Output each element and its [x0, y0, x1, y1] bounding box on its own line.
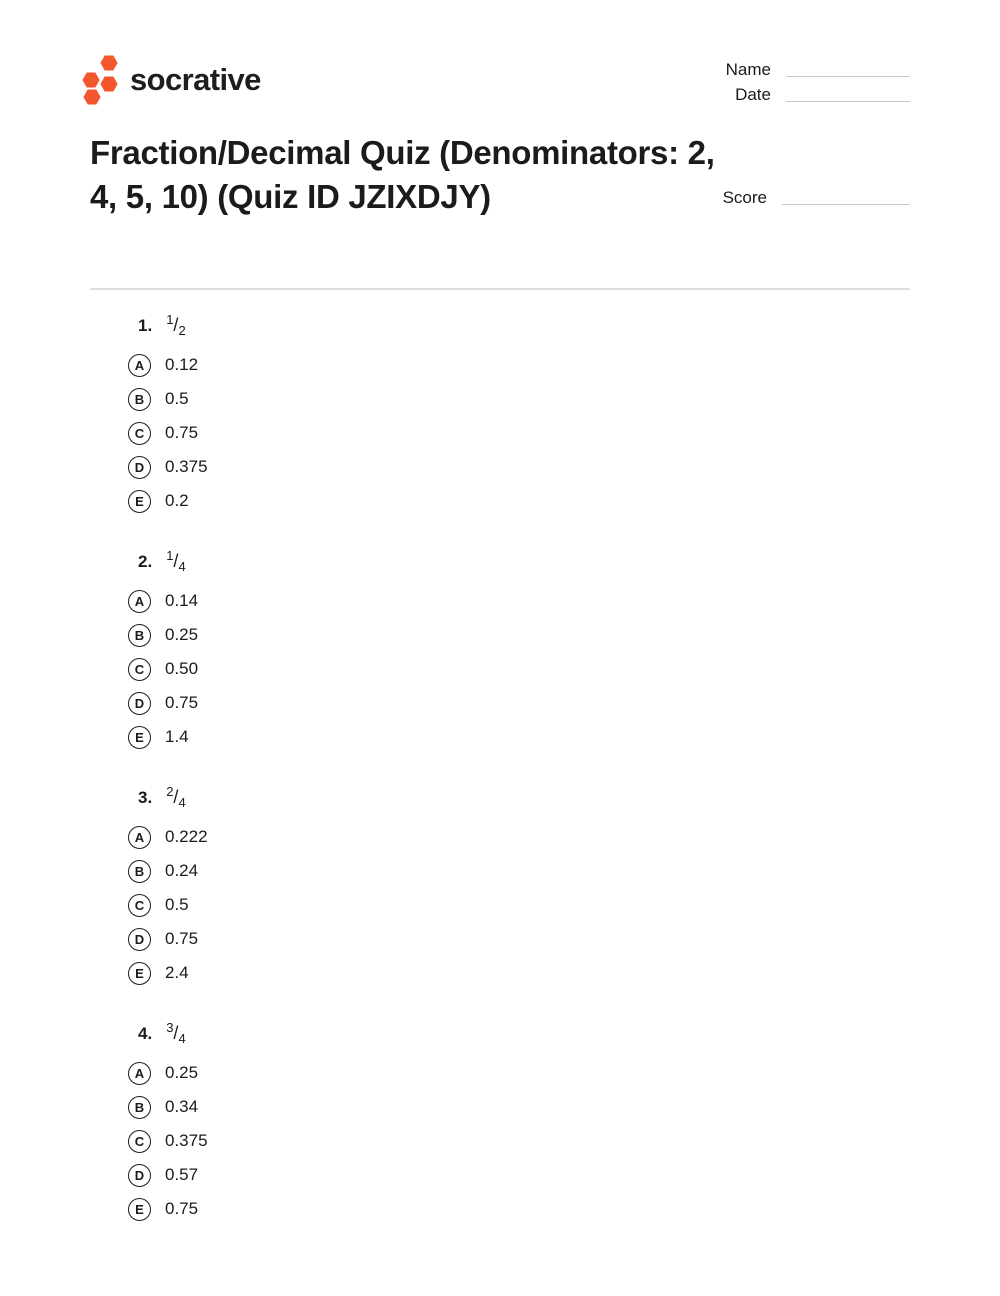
option-letter: D	[134, 1167, 145, 1183]
answer-option	[128, 622, 208, 648]
header-fields	[705, 60, 910, 110]
fraction-denominator: 4	[178, 795, 186, 810]
option-bubble	[128, 590, 151, 613]
option-bubble	[128, 1096, 151, 1119]
option-letter: E	[135, 729, 144, 745]
option-text: 0.24	[165, 861, 199, 880]
option-bubble	[128, 692, 151, 715]
option-letter: E	[135, 493, 144, 509]
date-write-line	[786, 101, 910, 102]
answer-option	[128, 352, 208, 378]
option-letter: A	[134, 1065, 145, 1081]
question-number: 3.	[138, 788, 153, 807]
option-bubble	[128, 1198, 151, 1221]
question-fraction	[166, 1020, 185, 1046]
option-letter: D	[134, 931, 145, 947]
date-field-row	[705, 85, 910, 105]
option-text: 0.14	[165, 591, 199, 610]
option-letter: D	[134, 695, 145, 711]
option-text: 0.75	[165, 1199, 199, 1218]
brand-wordmark: socrative	[130, 62, 261, 97]
question-block-2	[128, 548, 208, 750]
option-bubble	[128, 1062, 151, 1085]
option-letter: A	[134, 357, 145, 373]
option-text: 0.25	[165, 625, 199, 644]
page-title: Fraction/Decimal Quiz (Denominators: 2, 4, 5, 10) (Quiz ID JZIXDJY)	[90, 134, 715, 215]
answer-option	[128, 1196, 208, 1222]
fraction-denominator: 4	[178, 559, 186, 574]
name-field-row	[705, 60, 910, 80]
fraction-numerator: 3	[166, 1020, 174, 1035]
option-text: 0.375	[165, 1131, 208, 1150]
name-label: Name	[725, 60, 771, 79]
option-bubble	[128, 860, 151, 883]
option-letter: B	[134, 1099, 145, 1115]
option-letter: A	[134, 829, 145, 845]
answer-option	[128, 892, 208, 918]
question-fraction	[166, 784, 185, 810]
question-number: 4.	[138, 1024, 153, 1043]
answer-option	[128, 588, 208, 614]
answer-option	[128, 420, 208, 446]
question-block-1	[128, 312, 208, 514]
question-fraction	[166, 312, 185, 338]
option-bubble	[128, 658, 151, 681]
answer-option	[128, 488, 208, 514]
answer-option	[128, 1094, 208, 1120]
fraction-slash: /	[173, 787, 179, 807]
question-header	[138, 1020, 208, 1050]
option-text: 0.375	[165, 457, 208, 476]
option-letter: E	[135, 1201, 144, 1217]
answer-option	[128, 724, 208, 750]
socrative-logo	[82, 53, 261, 106]
option-text: 0.75	[165, 423, 199, 442]
fraction-denominator: 4	[178, 1031, 186, 1046]
option-bubble	[128, 928, 151, 951]
option-text: 0.5	[165, 895, 189, 914]
question-list	[128, 312, 208, 1256]
answer-option	[128, 656, 208, 682]
answer-option	[128, 1128, 208, 1154]
fraction-slash: /	[173, 551, 179, 571]
option-text: 0.5	[165, 389, 189, 408]
option-bubble	[128, 388, 151, 411]
fraction-numerator: 1	[166, 548, 174, 563]
answer-option	[128, 926, 208, 952]
fraction-numerator: 1	[166, 312, 174, 327]
option-text: 0.75	[165, 693, 199, 712]
question-fraction	[166, 548, 185, 574]
option-text: 0.2	[165, 491, 189, 510]
option-letter: B	[134, 391, 145, 407]
fraction-denominator: 2	[178, 323, 186, 338]
answer-option	[128, 960, 208, 986]
question-block-4	[128, 1020, 208, 1222]
fraction-slash: /	[173, 315, 179, 335]
option-bubble	[128, 422, 151, 445]
option-letter: C	[134, 425, 145, 441]
option-text: 0.12	[165, 355, 199, 374]
name-write-line	[786, 76, 910, 77]
option-bubble	[128, 962, 151, 985]
date-label: Date	[735, 85, 771, 104]
option-text: 0.75	[165, 929, 199, 948]
option-bubble	[128, 456, 151, 479]
option-bubble	[128, 490, 151, 513]
header-divider	[90, 288, 910, 290]
question-header	[138, 312, 208, 342]
option-text: 1.4	[165, 727, 189, 746]
option-bubble	[128, 894, 151, 917]
answer-option	[128, 690, 208, 716]
option-letter: B	[134, 627, 145, 643]
option-text: 0.34	[165, 1097, 199, 1116]
option-letter: C	[134, 897, 145, 913]
option-letter: A	[134, 593, 145, 609]
answer-option	[128, 824, 208, 850]
option-letter: C	[134, 661, 145, 677]
answer-option	[128, 1060, 208, 1086]
answer-option	[128, 858, 208, 884]
option-bubble	[128, 826, 151, 849]
option-text: 0.222	[165, 827, 208, 846]
question-number: 1.	[138, 316, 153, 335]
option-bubble	[128, 1130, 151, 1153]
option-bubble	[128, 624, 151, 647]
socrative-hexagons-icon	[82, 53, 120, 106]
option-text: 0.50	[165, 659, 199, 678]
answer-option	[128, 386, 208, 412]
answer-option	[128, 454, 208, 480]
question-header	[138, 548, 208, 578]
question-number: 2.	[138, 552, 153, 571]
option-text: 0.57	[165, 1165, 199, 1184]
option-text: 0.25	[165, 1063, 199, 1082]
fraction-numerator: 2	[166, 784, 174, 799]
option-letter: B	[134, 863, 145, 879]
question-header	[138, 784, 208, 814]
option-text: 2.4	[165, 963, 189, 982]
option-letter: D	[134, 459, 145, 475]
answer-option	[128, 1162, 208, 1188]
option-bubble	[128, 726, 151, 749]
fraction-slash: /	[173, 1023, 179, 1043]
score-label: Score	[722, 188, 767, 207]
option-letter: C	[134, 1133, 145, 1149]
option-letter: E	[135, 965, 144, 981]
question-block-3	[128, 784, 208, 986]
score-write-line	[782, 204, 910, 205]
option-bubble	[128, 1164, 151, 1187]
option-bubble	[128, 354, 151, 377]
